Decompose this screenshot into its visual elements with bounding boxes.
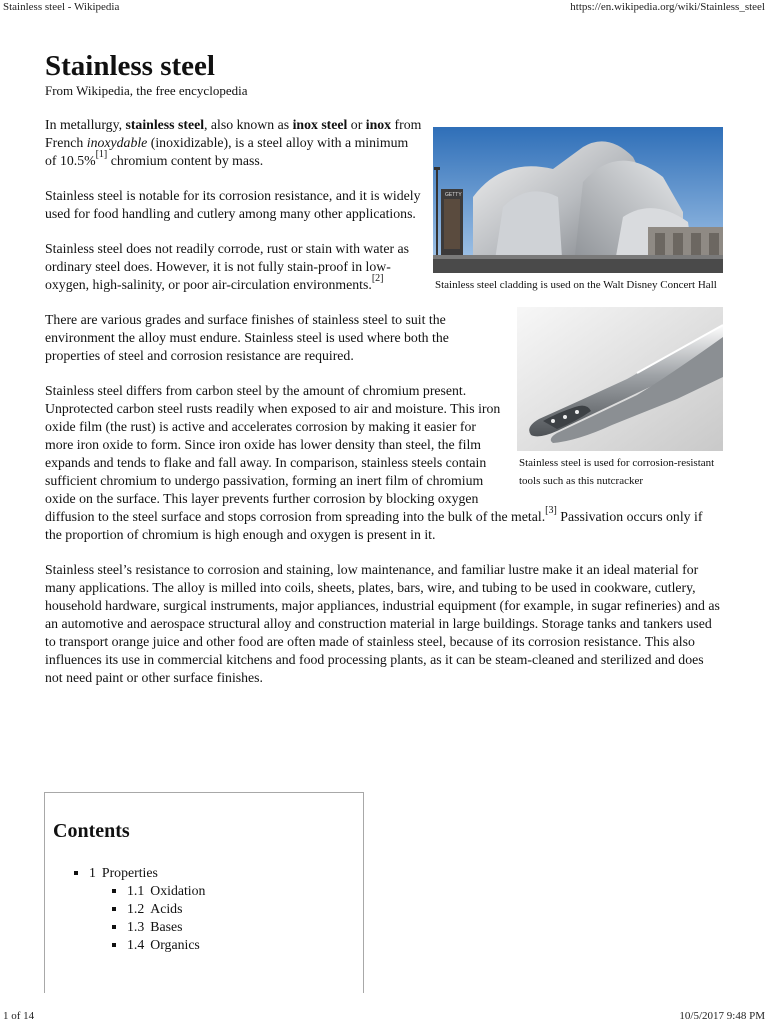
nutcracker-image[interactable] xyxy=(517,307,723,451)
paragraph-carbon-steel: Stainless steel differs from carbon steel by the amount of chromium present. Unprotected carbon steel rusts readily when exposed to air and moisture. This iron oxide film (the rust) is active and accelerates corrosion by making it easier for more iron oxide to form. Since iron oxide has lower density than steel, the film expands and tends to flake and fall away. In comparison, stainless steels contain sufficient chromium to undergo passivation, forming an inert film of chromium oxide on the surface. This layer prevents further corrosion by blocking oxygen diffusion to the steel surface and stops corrosion from spreading into the bulk of the metal.[3] Passivation occurs only if the proportion of chromium is high enough and oxygen is present in it. xyxy=(45,383,703,542)
citation-3[interactable]: [3] xyxy=(545,505,557,517)
article-body xyxy=(45,116,721,704)
print-header-title: Stainless steel - Wikipedia xyxy=(3,1,120,13)
figure-caption: Stainless steel is used for corrosion-resistant tools such as this nutcracker xyxy=(519,457,715,487)
toc-item-oxidation[interactable]: ▪ 1.1 Oxidation xyxy=(127,882,205,900)
poster-text: GETTY xyxy=(445,192,462,198)
print-header-url[interactable]: https://en.wikipedia.org/wiki/Stainless_steel xyxy=(570,1,765,13)
table-of-contents xyxy=(44,792,364,993)
toc-item-organics[interactable]: ▪ 1.4 Organics xyxy=(127,936,205,954)
print-footer-timestamp: 10/5/2017 9:48 PM xyxy=(679,1010,765,1022)
paragraph-corrosion-resistance: Stainless steel is notable for its corrosion resistance, and it is widely used for food handling and cutlery among many other applications. xyxy=(45,188,421,221)
intro-paragraph: In metallurgy, stainless steel, also known as inox steel or inox from French inoxydable (inoxidizable), is a steel alloy with a minimum of 10.5%[1] chromium content by mass. xyxy=(45,117,422,168)
paragraph-applications: Stainless steel’s resistance to corrosion and staining, low maintenance, and familiar lustre make it an ideal material for many applications. The alloy is milled into coils, sheets, plates, bars, wire, and tubing to be used in cookware, cutlery, household hardware, surgical instruments, major appliances, industrial equipment (for example, in sugar refineries) and as an automotive and aerospace structural alloy and construction material in large buildings. Storage tanks and tankers used to transport orange juice and other food are often made of stainless steel, because of its corrosion resistance. This also influences its use in commercial kitchens and food processing plants, as it can be steam-cleaned and sterilized and does not need paint or other surface finishes. xyxy=(45,562,720,685)
concert-hall-image[interactable] xyxy=(433,127,723,273)
paragraph-grades: There are various grades and surface finishes of stainless steel to suit the environment the alloy must endure. Stainless steel is used where both the properties of steel and corrosion resistance are required. xyxy=(45,312,449,363)
citation-1[interactable]: [1] xyxy=(95,149,108,161)
figure-nutcracker xyxy=(517,307,725,490)
toc-item-acids[interactable]: ▪ 1.2 Acids xyxy=(127,900,205,918)
figure-caption: Stainless steel cladding is used on the Walt Disney Concert Hall xyxy=(435,279,717,291)
citation-2[interactable]: [2] xyxy=(371,273,384,285)
print-footer-page-number: 1 of 14 xyxy=(3,1010,35,1022)
toc-title: Contents xyxy=(53,820,130,842)
toc-item-properties[interactable]: ▪ 1 Properties ▪ 1.1 Oxidation ▪ 1.2 Acids ▪ 1.3 Bases ▪ 1.4 Organics xyxy=(89,864,205,954)
page-subtitle: From Wikipedia, the free encyclopedia xyxy=(45,83,248,98)
page-title: Stainless steel xyxy=(45,50,215,82)
figure-concert-hall xyxy=(433,127,725,294)
toc-item-bases[interactable]: ▪ 1.3 Bases xyxy=(127,918,205,936)
paragraph-stain-proof: Stainless steel does not readily corrode, rust or stain with water as ordinary steel does. However, it is not fully stain-proof in low-oxygen, high-salinity, or poor air-circulation environments.[2] xyxy=(45,241,409,292)
